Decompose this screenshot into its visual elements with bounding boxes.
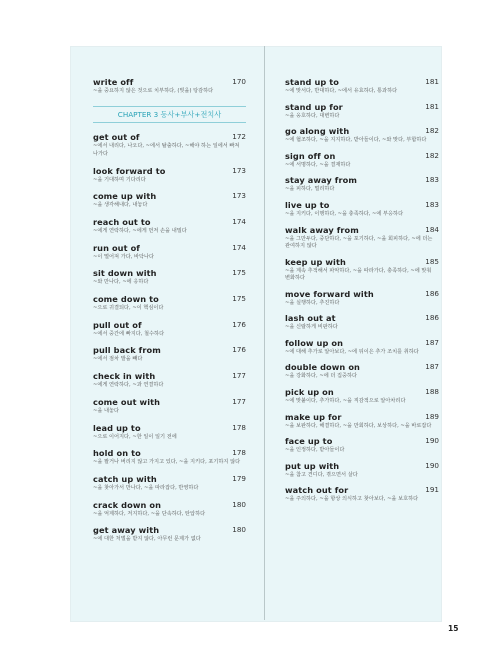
- entry-gloss: ~을 피하다, 멀리하다: [285, 186, 335, 193]
- entry-phrase: face up to: [285, 436, 333, 447]
- entry-phrase: write off: [93, 77, 134, 87]
- left-entry-list: [93, 131, 246, 543]
- entry-phrase: pick up on: [285, 386, 334, 397]
- entry-gloss: ~을 강화하다, ~에 더 집중하다: [285, 373, 358, 380]
- entry-phrase: reach out to: [93, 216, 151, 227]
- entry-gloss: ~을 신랄하게 비판하다: [285, 324, 338, 331]
- entry-phrase: move forward with: [285, 288, 374, 299]
- entry-page: 186: [425, 288, 439, 298]
- list-item: [93, 242, 246, 261]
- entry-page: 182: [425, 126, 439, 136]
- entry-page: 187: [425, 337, 439, 347]
- list-item: [93, 76, 246, 95]
- entry-gloss: ~에게 연락하다, ~과 연결하다: [93, 382, 164, 389]
- entry-page: 182: [425, 150, 439, 160]
- entry-gloss: ~와 만나다, ~에 응하다: [93, 279, 149, 286]
- entry-phrase: put up with: [285, 460, 340, 471]
- entry-phrase: get out of: [93, 132, 140, 143]
- entry-page: 178: [232, 448, 246, 458]
- entry-phrase: pull back from: [93, 345, 161, 356]
- entry-gloss: ~에서 중간에 빠지다, 철수하다: [93, 330, 165, 337]
- list-item: [285, 256, 439, 283]
- entry-phrase: keep up with: [285, 256, 346, 267]
- entry-gloss: ~에서 점차 발을 빼다: [93, 356, 143, 363]
- list-item: [93, 190, 246, 209]
- list-item: [93, 165, 246, 184]
- entry-gloss: ~에 협조하다, ~을 지지하다, 받아들이다, ~와 맞다, 부합하다: [285, 137, 427, 144]
- list-item: [285, 288, 439, 307]
- left-column: [93, 76, 246, 550]
- entry-page: 187: [425, 362, 439, 372]
- entry-phrase: catch up with: [93, 473, 157, 484]
- entry-page: 173: [232, 165, 246, 175]
- entry-page: 176: [232, 319, 246, 329]
- entry-gloss: ~을 참고 견디다, 겪으면서 살다: [285, 471, 358, 478]
- entry-page: 180: [232, 499, 246, 509]
- entry-gloss: ~을 실행하다, 추진하다: [285, 299, 340, 306]
- entry-gloss: ~에 대해 추가로 알아보다, ~에 뒤이은 추가 조치를 취하다: [285, 348, 419, 355]
- entry-phrase: come down to: [93, 294, 159, 305]
- entry-phrase: watch out for: [285, 485, 349, 496]
- entry-phrase: stand up for: [285, 101, 343, 112]
- entry-page: 188: [425, 386, 439, 396]
- entry-page: 178: [232, 422, 246, 432]
- column-divider: [264, 46, 265, 620]
- entry-phrase: sign off on: [285, 150, 336, 161]
- list-item: [93, 293, 246, 312]
- entry-page: 177: [232, 396, 246, 406]
- entry-phrase: come out with: [93, 396, 161, 407]
- entry-page: 186: [425, 313, 439, 323]
- entry-phrase: hold on to: [93, 448, 141, 459]
- entry-gloss: ~을 지키다, 이행하다, ~을 충족하다, ~에 부응하다: [285, 210, 404, 217]
- entry-page: 181: [425, 77, 439, 86]
- entry-page: 174: [232, 216, 246, 226]
- entry-gloss: ~으로 귀결되다, ~이 핵심이다: [93, 305, 164, 312]
- entry-phrase: lead up to: [93, 422, 141, 433]
- entry-page: 185: [425, 256, 439, 266]
- list-item: [93, 396, 246, 415]
- entry-gloss: ~을 생각해내다, 내놓다: [93, 202, 148, 209]
- list-item: [285, 76, 439, 95]
- entry-gloss: ~에 맞붙이다, 추가하다, ~을 직감적으로 알아차리다: [285, 397, 406, 404]
- entry-page: 184: [425, 224, 439, 234]
- entry-phrase: double down on: [285, 362, 360, 373]
- list-item: [285, 150, 439, 169]
- entry-gloss: ~을 계속 추적해서 파악하다, ~을 따라가다, 충족하다, ~에 맞춰 변화하다: [285, 267, 432, 281]
- entry-phrase: get away with: [93, 525, 160, 536]
- entry-gloss: ~에게 연락하다, ~에게 먼저 손을 내밀다: [93, 227, 187, 234]
- entry-page: 183: [425, 199, 439, 209]
- entry-page: 172: [232, 132, 246, 142]
- list-item: [93, 344, 246, 363]
- entry-phrase: look forward to: [93, 165, 166, 176]
- entry-page: 179: [232, 473, 246, 483]
- list-item: [285, 101, 439, 120]
- entry-page: 190: [425, 436, 439, 446]
- entry-phrase: walk away from: [285, 224, 359, 235]
- list-item: [93, 422, 246, 441]
- entry-page: 181: [425, 101, 439, 111]
- entry-phrase: stand up to: [285, 77, 340, 87]
- entry-phrase: run out of: [93, 242, 140, 253]
- right-entry-list: [285, 76, 439, 504]
- list-item: [93, 216, 246, 235]
- entry-gloss: ~을 억제하다, 저지하다, ~을 단속하다, 탄압하다: [93, 510, 206, 517]
- entry-gloss: ~을 중요하지 않은 것으로 치부하다, (빚을) 탕감하다: [93, 88, 214, 94]
- entry-gloss: ~을 보완하다, 해결하다, ~을 만회하다, 보상하다, ~을 바로잡다: [285, 422, 432, 429]
- entry-page: 174: [232, 242, 246, 252]
- entry-page: 175: [232, 294, 246, 304]
- list-item: [285, 484, 439, 503]
- list-item: [285, 125, 439, 144]
- entry-gloss: ~으로 이어지다, ~한 일이 일기 전에: [93, 433, 177, 440]
- entry-phrase: follow up on: [285, 337, 344, 348]
- entry-gloss: ~을 그만두다, 중단하다, ~을 포기하다, ~을 회피하다, ~에 더는 관여하지 않다: [285, 235, 433, 249]
- entry-gloss: ~에 대한 처벌을 받지 않다, 아무런 문제가 없다: [93, 536, 201, 543]
- entry-gloss: ~에서 내리다, 나오다, ~에서 탈출하다, ~해야 하는 일에서 빠져나가다: [93, 143, 240, 157]
- entry-gloss: ~을 주의하다, ~을 항상 의식하고 찾아보다, ~을 보호하다: [285, 496, 419, 503]
- list-item: [93, 473, 246, 492]
- list-item: [285, 312, 439, 331]
- entry-page: 190: [425, 460, 439, 470]
- entry-gloss: ~에 맞서다, 반대하다, ~에서 유효하다, 통과하다: [285, 88, 398, 94]
- entry-page: 180: [232, 525, 246, 535]
- entry-page: 183: [425, 175, 439, 185]
- entry-phrase: go along with: [285, 126, 350, 137]
- entry-gloss: ~을 팔거나 버리지 않고 가지고 있다, ~을 지키다, 포기하지 않다: [93, 459, 241, 466]
- entry-page: 189: [425, 411, 439, 421]
- entry-gloss: ~을 옹호하다, 대변하다: [285, 112, 340, 119]
- entry-page: 177: [232, 371, 246, 381]
- list-item: [285, 386, 439, 405]
- entry-phrase: live up to: [285, 199, 330, 210]
- list-item: [93, 319, 246, 338]
- list-item: [93, 267, 246, 286]
- page-number: 15: [448, 624, 459, 633]
- list-item: [285, 337, 439, 356]
- entry-phrase: sit down with: [93, 268, 157, 279]
- chapter-heading: CHAPTER 3 동사+부사+전치사: [93, 106, 246, 123]
- entry-gloss: ~에 서명하다, ~을 결재하다: [285, 161, 351, 168]
- list-item: [285, 224, 439, 251]
- entry-gloss: ~이 떨어져 가다, 바닥나다: [93, 253, 155, 260]
- entry-page: 170: [232, 77, 246, 86]
- entry-phrase: lash out at: [285, 313, 336, 324]
- list-item: [285, 411, 439, 430]
- entry-page: 176: [232, 345, 246, 355]
- entry-gloss: ~을 내놓다: [93, 407, 120, 414]
- list-item: [285, 199, 439, 218]
- entry-page: 173: [232, 191, 246, 201]
- entry-phrase: pull out of: [93, 319, 142, 330]
- list-item: [93, 131, 246, 158]
- entry-gloss: ~을 기대하며 기다리다: [93, 176, 146, 183]
- entry-phrase: come up with: [93, 191, 157, 202]
- list-item: [93, 370, 246, 389]
- entry-phrase: make up for: [285, 411, 342, 422]
- entry-gloss: ~을 찾아가서 만나다, ~을 따라잡다, 반영하다: [93, 484, 199, 491]
- entry-phrase: check in with: [93, 371, 156, 382]
- list-item: [285, 435, 439, 454]
- entry-page: 175: [232, 268, 246, 278]
- entry-phrase: crack down on: [93, 499, 162, 510]
- list-item: [285, 174, 439, 193]
- right-column: [285, 76, 439, 509]
- list-item: [285, 361, 439, 380]
- list-item: [285, 460, 439, 479]
- entry-gloss: ~을 인정하다, 받아들이다: [285, 447, 345, 454]
- entry-page: 191: [425, 485, 439, 495]
- list-item: [93, 499, 246, 518]
- list-item: [93, 524, 246, 543]
- list-item: [93, 447, 246, 466]
- entry-phrase: stay away from: [285, 175, 357, 186]
